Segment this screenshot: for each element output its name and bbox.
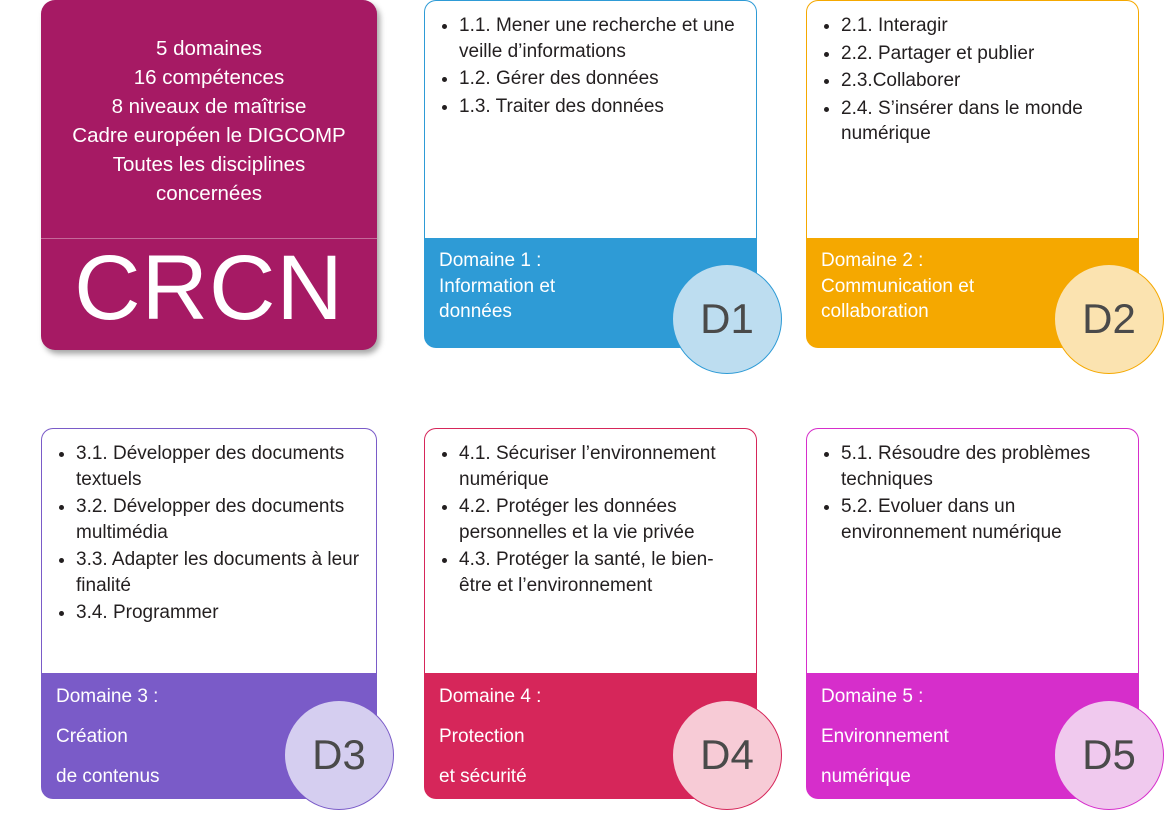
badge-d2 xyxy=(1054,264,1164,374)
list-item: • 4.3. Protéger la santé, le bien-être et l’environnement xyxy=(459,547,744,598)
domain-footer-line: Protection xyxy=(439,726,525,747)
badge-d5 xyxy=(1054,700,1164,810)
list-item: • 2.2. Partager et publier xyxy=(841,41,1126,67)
domain-footer-line: Domaine 2 : xyxy=(821,250,924,271)
domain-footer-line: Communication et xyxy=(821,275,975,297)
intro-line-6: concernées xyxy=(156,182,262,205)
list-item: • 3.1. Développer des documents textuels xyxy=(76,441,364,492)
list-item: • 2.4. S’insérer dans le monde numérique xyxy=(841,96,1126,147)
competence-list-d2 xyxy=(807,1,1138,155)
badge-d4 xyxy=(672,700,782,810)
list-item: • 2.1. Interagir xyxy=(841,13,1126,39)
badge-d1 xyxy=(672,264,782,374)
intro-line-1: 5 domaines xyxy=(156,37,262,60)
intro-lines xyxy=(41,0,377,208)
domain-footer-line: Domaine 4 : xyxy=(439,686,542,707)
list-item: • 3.2. Développer des documents multimédia xyxy=(76,494,364,545)
list-item: • 3.3. Adapter les documents à leur finalité xyxy=(76,547,364,598)
domain-footer-line: Domaine 1 : xyxy=(439,250,542,271)
intro-line-3: 8 niveaux de maîtrise xyxy=(111,95,307,118)
badge-d3 xyxy=(284,700,394,810)
domain-footer-line: Environnement xyxy=(821,726,949,747)
list-item: • 3.4. Programmer xyxy=(76,600,364,626)
domain-body-d5 xyxy=(806,428,1139,673)
domain-body-d3 xyxy=(41,428,377,673)
list-item: • 5.1. Résoudre des problèmes techniques xyxy=(841,441,1126,492)
domain-footer-line: Domaine 5 : xyxy=(821,686,924,707)
competence-list-d1 xyxy=(425,1,756,127)
domain-footer-line: collaboration xyxy=(821,301,929,322)
domain-body-d1 xyxy=(424,0,757,238)
badge-label: D3 xyxy=(312,731,366,778)
list-item: • 4.1. Sécuriser l’environnement numérique xyxy=(459,441,744,492)
competence-list-d4 xyxy=(425,429,756,606)
badge-label: D4 xyxy=(700,731,754,778)
list-item: • 2.3.Collaborer xyxy=(841,68,1126,94)
list-item: • 5.2. Evoluer dans un environnement numérique xyxy=(841,494,1126,545)
domain-footer-line: données xyxy=(439,301,512,322)
intro-line-5: Toutes les disciplines xyxy=(112,153,306,176)
domain-footer-line: et sécurité xyxy=(439,766,527,787)
competence-list-d3 xyxy=(42,429,376,634)
list-item: • 1.1. Mener une recherche et une veille d’informations xyxy=(459,13,744,64)
intro-line-2: 16 compétences xyxy=(133,66,285,89)
competence-list-d5 xyxy=(807,429,1138,553)
domain-footer-line: Information et xyxy=(439,275,556,297)
domain-footer-line: Domaine 3 : xyxy=(56,686,159,707)
crcn-intro-card xyxy=(41,0,377,350)
badge-label: D5 xyxy=(1082,731,1136,778)
crcn-title: CRCN xyxy=(74,237,344,339)
domain-body-d4 xyxy=(424,428,757,673)
domain-footer-line: numérique xyxy=(821,766,911,787)
intro-line-4: Cadre européen le DIGCOMP xyxy=(72,124,346,147)
domain-footer-line: Création xyxy=(56,726,128,747)
domain-footer-line: de contenus xyxy=(56,766,160,787)
domain-body-d2 xyxy=(806,0,1139,238)
badge-label: D2 xyxy=(1082,295,1136,342)
list-item: • 1.2. Gérer des données xyxy=(459,66,744,92)
badge-label: D1 xyxy=(700,295,754,342)
list-item: • 4.2. Protéger les données personnelles et la vie privée xyxy=(459,494,744,545)
list-item: • 1.3. Traiter des données xyxy=(459,94,744,120)
